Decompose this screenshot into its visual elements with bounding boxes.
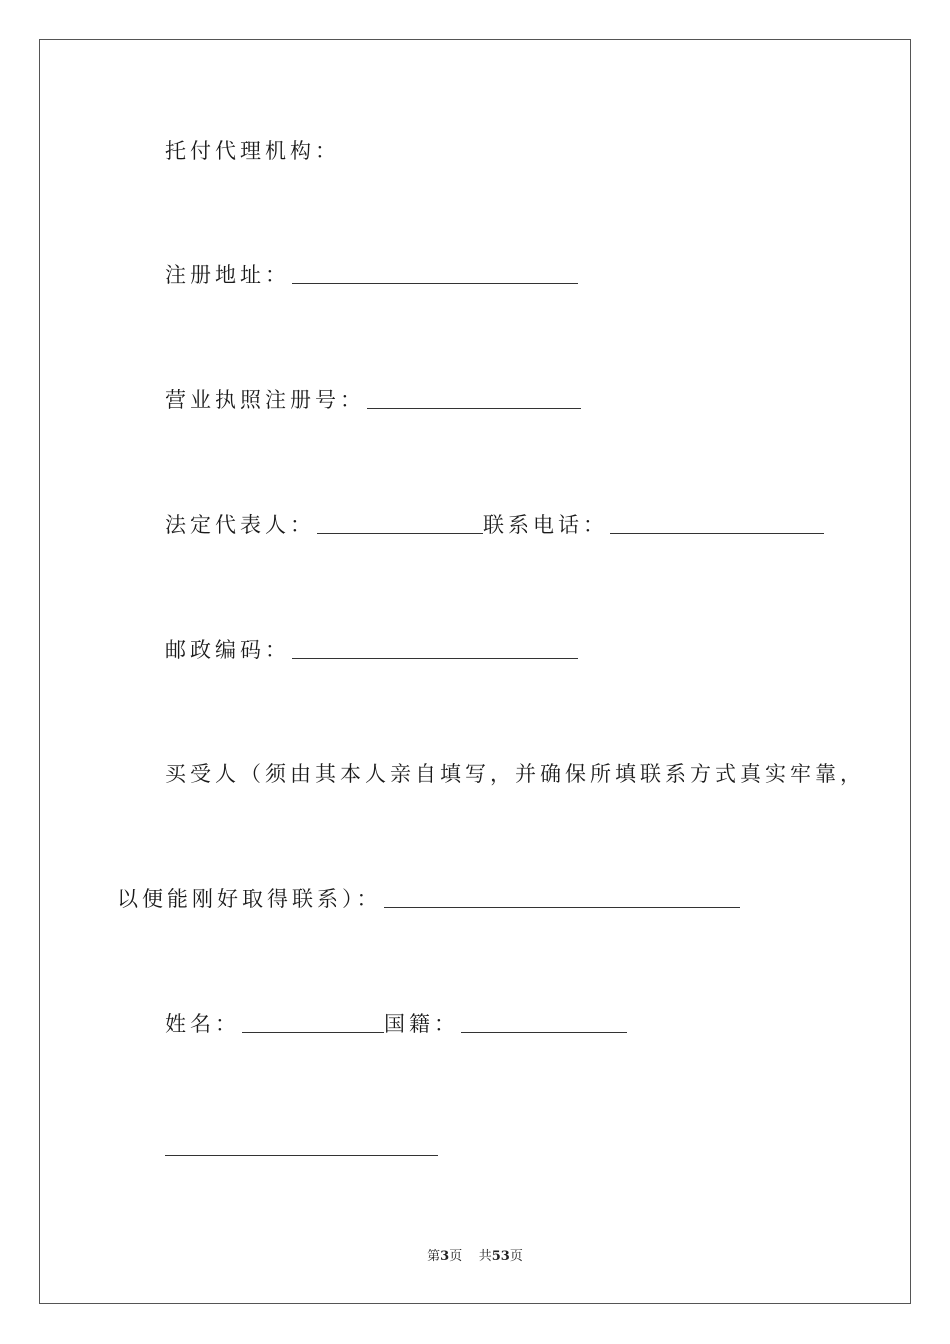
name-nationality-row — [165, 1009, 627, 1039]
license-no-row — [165, 385, 581, 415]
extra-blank-field[interactable] — [165, 1155, 438, 1156]
name-field[interactable] — [242, 1010, 384, 1033]
postcode-field[interactable] — [292, 636, 578, 659]
buyer-note-line2 — [117, 884, 740, 914]
page-border — [39, 39, 911, 1304]
nationality-label: 国籍： — [384, 1012, 459, 1036]
license-no-label: 营业执照注册号： — [165, 388, 365, 412]
page-prefix: 第 — [427, 1249, 441, 1264]
total-prefix: 共 — [478, 1249, 492, 1264]
page-total: 53 — [491, 1249, 510, 1264]
page-current: 3 — [440, 1249, 450, 1264]
legal-rep-label: 法定代表人： — [165, 513, 315, 537]
buyer-note-text-1: 买受人（须由其本人亲自填写，并确保所填联系方式真实牢靠， — [165, 762, 865, 786]
agency-label: 托付代理机构： — [165, 139, 340, 163]
legal-rep-row — [165, 510, 824, 540]
page-footer — [0, 1248, 950, 1266]
postcode-label: 邮政编码： — [165, 638, 290, 662]
buyer-note-line1 — [165, 759, 865, 789]
buyer-contact-field[interactable] — [384, 885, 740, 908]
nationality-field[interactable] — [461, 1010, 627, 1033]
phone-field[interactable] — [610, 511, 824, 534]
reg-address-row — [165, 260, 578, 290]
reg-address-label: 注册地址： — [165, 263, 290, 287]
agency-row — [165, 136, 340, 166]
page-suffix: 页 — [449, 1249, 463, 1264]
phone-label: 联系电话： — [483, 513, 608, 537]
postcode-row — [165, 635, 578, 665]
legal-rep-field[interactable] — [317, 511, 483, 534]
name-label: 姓名： — [165, 1012, 240, 1036]
license-no-field[interactable] — [367, 386, 581, 409]
total-suffix: 页 — [509, 1249, 523, 1264]
reg-address-field[interactable] — [292, 261, 578, 284]
buyer-note-text-2: 以便能刚好取得联系）： — [117, 887, 382, 911]
